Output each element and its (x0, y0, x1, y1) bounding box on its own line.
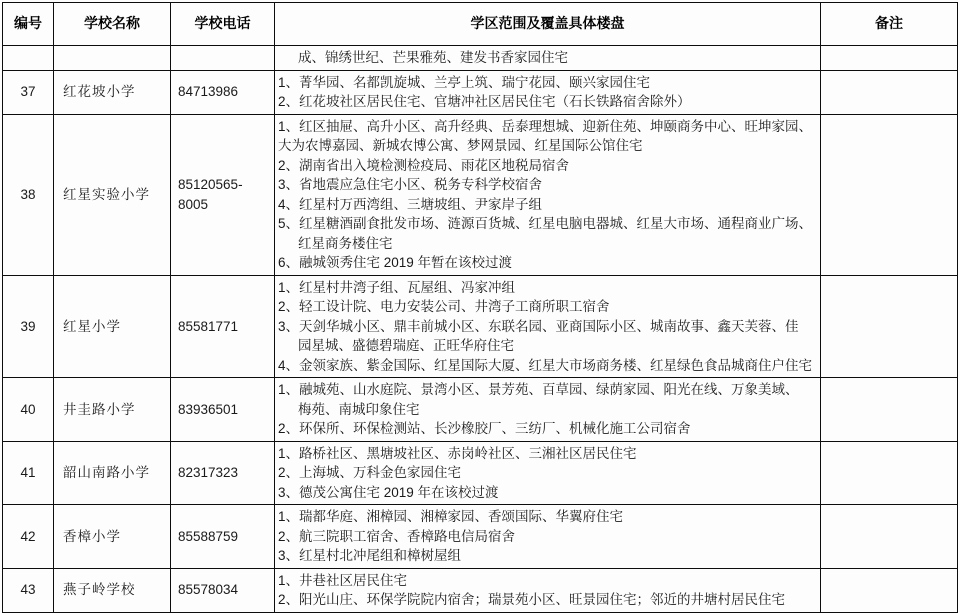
district-line: 3、德茂公寓住宅 2019 年在该校过渡 (278, 484, 499, 500)
header-school-name: 学校名称 (54, 3, 171, 46)
district-line: 4、金领家族、紫金国际、红星国际大厦、红星大市场商务楼、红星绿色食品城商住户住宅 (278, 357, 813, 373)
district-line: 1、红区抽屉、高升小区、高升经典、岳泰理想城、迎新住苑、坤颐商务中心、旺坤家园、 (278, 118, 813, 134)
table-row (3, 275, 958, 378)
header-id: 编号 (3, 3, 54, 46)
table-row (3, 114, 958, 275)
school-name-cell (54, 46, 171, 71)
note-cell (821, 441, 958, 505)
district-line: 3、红星村北冲尾组和樟树屋组 (278, 548, 462, 563)
header-school-phone: 学校电话 (171, 3, 275, 46)
school-phone-cell: 85120565-8005 (171, 114, 275, 275)
district-line: 2、轻工设计院、电力安装公司、井湾子工商所职工宿舍 (278, 299, 610, 314)
district-line: 5、红星糖酒副食批发市场、涟源百货城、红星电脑电器城、红星大市场、通程商业广场、 (278, 216, 813, 231)
district-range-cell (275, 378, 821, 442)
district-line: 6、融城领秀住宅 2019 年暂在该校过渡 (278, 255, 513, 270)
district-range-cell (275, 505, 821, 569)
district-line: 2、航三院职工宿舍、香樟路电信局宿舍 (278, 528, 516, 544)
district-line: 园星城、盛德碧瑞庭、正旺华府住宅 (298, 338, 514, 353)
school-name-cell: 红花坡小学 (54, 70, 171, 114)
district-line: 大为农博嘉园、新城农博公寓、梦网景园、红星国际公馆住宅 (278, 138, 643, 153)
district-line: 红星商务楼住宅 (298, 235, 393, 251)
district-line: 4、红星村万西湾组、三塘坡组、尹家岸子组 (278, 196, 543, 212)
row-id-cell: 38 (3, 114, 54, 275)
district-range-cell (275, 70, 821, 114)
note-cell (821, 378, 958, 442)
row-id-cell: 42 (3, 505, 54, 569)
note-cell (821, 70, 958, 114)
table-row (3, 568, 958, 612)
district-line: 1、融城苑、山水庭院、景湾小区、景芳苑、百草园、绿荫家园、阳光在线、万象美域、 (278, 382, 799, 397)
district-range-cell (275, 114, 821, 275)
school-phone-cell: 85578034 (171, 568, 275, 612)
school-phone-cell: 84713986 (171, 70, 275, 114)
district-line: 2、阳光山庄、环保学院院内宿舍；瑞景苑小区、旺景园住宅；邻近的井塘村居民住宅 (278, 592, 786, 607)
district-line: 1、红星村井湾子组、瓦屋组、冯家冲组 (278, 279, 516, 295)
school-phone-cell: 85581771 (171, 275, 275, 378)
district-line: 2、湖南省出入境检测检疫局、雨花区地税局宿舍 (278, 157, 570, 173)
district-line: 成、锦绣世纪、芒果雅苑、建发书香家园住宅 (298, 50, 568, 65)
row-id-cell (3, 46, 54, 71)
header-note: 备注 (821, 3, 958, 46)
school-name-cell: 香樟小学 (54, 505, 171, 569)
row-id-cell: 43 (3, 568, 54, 612)
table-row (3, 70, 958, 114)
district-line: 2、红花坡社区居民住宅、官塘冲社区居民住宅（石长铁路宿舍除外） (278, 94, 691, 109)
district-line: 3、省地震应急住宅小区、税务专科学校宿舍 (278, 177, 543, 192)
district-line: 3、天剑华城小区、鼎丰前城小区、东联名园、亚商国际小区、城南故事、鑫天芙蓉、佳 (278, 318, 799, 334)
note-cell (821, 275, 958, 378)
table-header-row (3, 3, 958, 46)
table-row (3, 46, 958, 71)
table-row (3, 505, 958, 569)
table-row (3, 378, 958, 442)
note-cell (821, 46, 958, 71)
row-id-cell: 41 (3, 441, 54, 505)
district-line: 1、瑞都华庭、湘樟园、湘樟家园、香颂国际、华翼府住宅 (278, 509, 624, 524)
district-range-cell (275, 275, 821, 378)
header-district-range: 学区范围及覆盖具体楼盘 (275, 3, 821, 46)
school-phone-cell: 82317323 (171, 441, 275, 505)
district-line: 梅苑、南城印象住宅 (298, 401, 420, 417)
school-name-cell: 井圭路小学 (54, 378, 171, 442)
district-line: 2、上海城、万科金色家园住宅 (278, 465, 462, 480)
district-range-cell (275, 441, 821, 505)
school-phone-cell: 83936501 (171, 378, 275, 442)
school-name-cell: 红星实验小学 (54, 114, 171, 275)
district-line: 1、路桥社区、黑塘坡社区、赤岗岭社区、三湘社区居民住宅 (278, 445, 637, 461)
row-id-cell: 37 (3, 70, 54, 114)
row-id-cell: 40 (3, 378, 54, 442)
school-name-cell: 韶山南路小学 (54, 441, 171, 505)
district-line: 2、环保所、环保检测站、长沙橡胶厂、三纺厂、机械化施工公司宿舍 (278, 421, 691, 436)
district-range-cell (275, 46, 821, 71)
district-line: 1、菁华园、名都凯旋城、兰亭上筑、瑞宁花园、颐兴家园住宅 (278, 74, 651, 90)
table-row (3, 441, 958, 505)
school-phone-cell: 85588759 (171, 505, 275, 569)
table-body (3, 46, 958, 613)
note-cell (821, 568, 958, 612)
school-phone-cell (171, 46, 275, 71)
school-name-cell: 红星小学 (54, 275, 171, 378)
district-range-cell (275, 568, 821, 612)
school-name-cell: 燕子岭学校 (54, 568, 171, 612)
row-id-cell: 39 (3, 275, 54, 378)
district-line: 1、井巷社区居民住宅 (278, 572, 408, 588)
note-cell (821, 505, 958, 569)
note-cell (821, 114, 958, 275)
school-district-table (2, 2, 958, 613)
